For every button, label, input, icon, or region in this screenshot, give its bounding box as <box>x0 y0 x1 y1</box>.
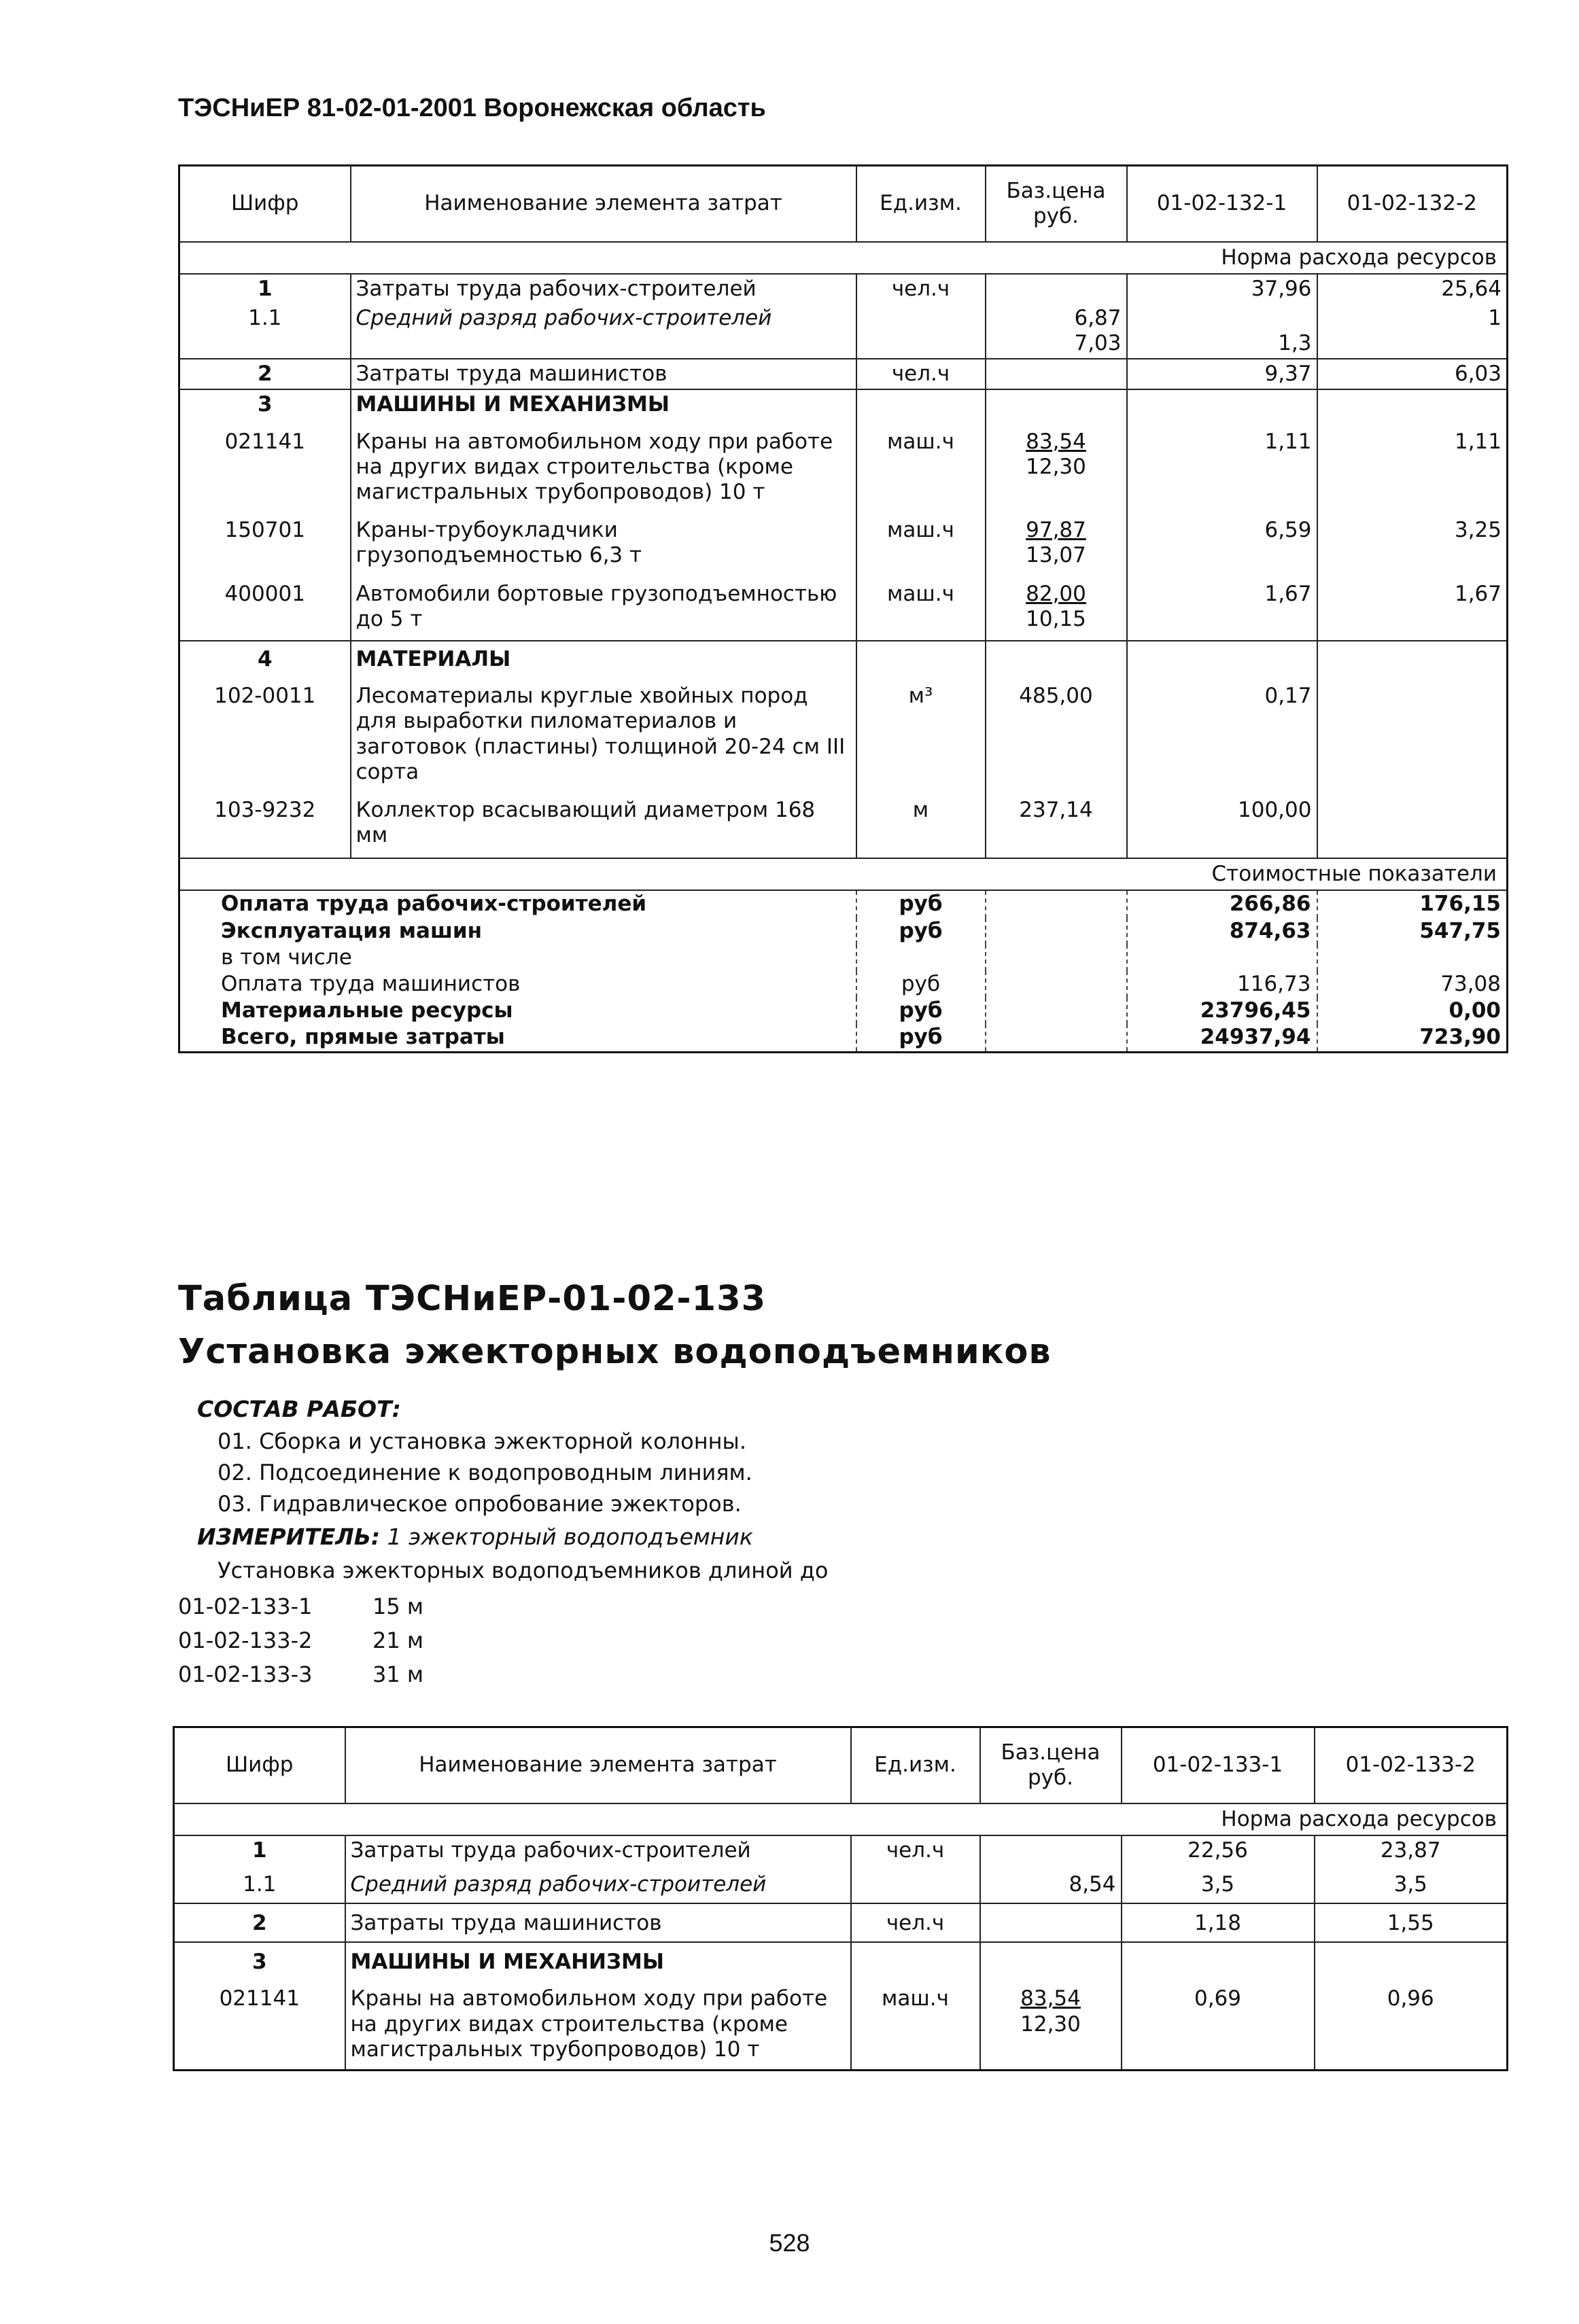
row-value-2: 6,03 <box>1317 359 1508 389</box>
cost-label: в том числе <box>221 945 352 970</box>
col-header-code: Шифр <box>179 166 351 242</box>
col-header-unit: Ед.изм. <box>856 166 986 242</box>
measure-line <box>197 1524 753 1550</box>
row-price <box>986 507 1127 570</box>
cost-unit: руб <box>856 1024 986 1052</box>
table-row <box>179 641 1508 674</box>
row-unit: чел.ч <box>856 359 986 389</box>
row-name: МАШИНЫ И МЕХАНИЗМЫ <box>351 389 856 419</box>
row-value-2: 1,67 <box>1317 571 1508 641</box>
row-value-1: 1,18 <box>1122 1903 1315 1942</box>
row-price <box>986 420 1127 508</box>
cost-row <box>179 890 1508 917</box>
row-price <box>980 1903 1122 1942</box>
row-price: 8,54 <box>980 1865 1122 1903</box>
cost-unit: руб <box>856 971 986 998</box>
row-code: 2 <box>174 1903 345 1942</box>
table-row <box>174 1835 1508 1865</box>
norm-section-row <box>174 1803 1508 1835</box>
norm-section-label: Норма расхода ресурсов <box>174 1803 1508 1835</box>
row-name: Средний разряд рабочих-строителей <box>351 304 856 359</box>
row-unit <box>856 304 986 359</box>
cost-value-1: 116,73 <box>1127 971 1317 998</box>
col-header-price: Баз.цена руб. <box>986 166 1127 242</box>
col-header-var1: 01-02-133-1 <box>1122 1727 1315 1803</box>
price-total: 83,54 <box>1026 429 1086 454</box>
col-header-name: Наименование элемента затрат <box>351 166 856 242</box>
col-header-name: Наименование элемента затрат <box>345 1727 851 1803</box>
row-code: 102-0011 <box>179 674 351 787</box>
row-value-2: 3,25 <box>1317 507 1508 570</box>
row-name: Краны на автомобильном ходу при работе на других видах строительства (кроме магистральных трубопроводов) 10 т <box>345 1977 851 2070</box>
variant-length: 15 м <box>372 1594 424 1619</box>
cost-unit: руб <box>856 998 986 1024</box>
col-header-var2: 01-02-133-2 <box>1315 1727 1508 1803</box>
row-code: 1 <box>179 274 351 304</box>
resource-table-01-02-132 <box>178 164 1508 1053</box>
table-title: Таблица ТЭСНиЕР-01-02-133 <box>178 1279 767 1319</box>
cost-value-2: 0,00 <box>1317 998 1508 1024</box>
row-value-1: 0,17 <box>1127 674 1317 787</box>
cost-row <box>179 945 1508 971</box>
table-row <box>179 674 1508 787</box>
row-name: Коллектор всасывающий диаметром 168 мм <box>351 787 856 858</box>
row-unit: м³ <box>856 674 986 787</box>
price-a: 6,87 <box>1074 305 1122 330</box>
row-value-2: 0,96 <box>1315 1977 1508 2070</box>
cost-label: Эксплуатация машин <box>221 918 483 943</box>
row-code: 021141 <box>174 1977 345 2070</box>
cost-value-1: 874,63 <box>1127 918 1317 945</box>
row-name: МАШИНЫ И МЕХАНИЗМЫ <box>345 1942 851 1977</box>
row-value-1: 37,96 <box>1127 274 1317 304</box>
table-row <box>174 1977 1508 2070</box>
norm-section-label: Норма расхода ресурсов <box>179 242 1508 274</box>
measure-value: 1 эжекторный водоподъемник <box>387 1524 753 1550</box>
col-header-code: Шифр <box>174 1727 345 1803</box>
cost-label: Оплата труда машинистов <box>221 972 521 996</box>
row-price: 237,14 <box>986 787 1127 858</box>
table-row <box>179 304 1508 359</box>
running-header: ТЭСНиЕР 81-02-01-2001 Воронежская область <box>178 94 766 122</box>
cost-row <box>179 971 1508 998</box>
row-name: Затраты труда рабочих-строителей <box>351 274 856 304</box>
cost-value-2: 176,15 <box>1317 890 1508 917</box>
variant-code: 01-02-133-2 <box>178 1627 313 1653</box>
norm-section-row <box>179 242 1508 274</box>
row-name: Лесоматериалы круглые хвойных пород для выработки пиломатериалов и заготовок (пластины) толщиной 20-24 см III сорта <box>351 674 856 787</box>
row-price <box>986 274 1127 304</box>
row-name: Краны на автомобильном ходу при работе на других видах строительства (кроме магистральных трубопроводов) 10 т <box>351 420 856 508</box>
table-row <box>174 1942 1508 1977</box>
row-value-2: 23,87 <box>1315 1835 1508 1865</box>
cost-value-2: 73,08 <box>1317 971 1508 998</box>
row-name: Краны-трубоукладчики грузоподъемностью 6,3 т <box>351 507 856 570</box>
work-step: 02. Подсоединение к водопроводным линиям. <box>218 1460 752 1485</box>
row-value-2: 1,11 <box>1317 420 1508 508</box>
table-row <box>179 507 1508 570</box>
row-code: 4 <box>179 641 351 674</box>
row-code: 1.1 <box>179 304 351 359</box>
row-name: Автомобили бортовые грузоподъемностью до 5 т <box>351 571 856 641</box>
row-code: 3 <box>174 1942 345 1977</box>
measure-description: Установка эжекторных водоподъемников длиной до <box>218 1557 829 1583</box>
row-value-1: 6,59 <box>1127 507 1317 570</box>
table-row <box>174 1903 1508 1942</box>
price-wage: 13,07 <box>1026 543 1086 568</box>
row-value-1: 1,3 <box>1127 304 1317 359</box>
cost-value-2: 547,75 <box>1317 918 1508 945</box>
row-price: 485,00 <box>986 674 1127 787</box>
row-unit: чел.ч <box>851 1835 980 1865</box>
price-wage: 10,15 <box>1026 606 1086 631</box>
row-value-1: 1,67 <box>1127 571 1317 641</box>
row-unit: м <box>856 787 986 858</box>
row-unit: маш.ч <box>851 1977 980 2070</box>
row-value-1: 0,69 <box>1122 1977 1315 2070</box>
cost-section-row <box>179 858 1508 890</box>
row-unit: маш.ч <box>856 420 986 508</box>
cost-label: Оплата труда рабочих-строителей <box>221 892 647 917</box>
table-header-row <box>174 1727 1508 1803</box>
row-value-1: 100,00 <box>1127 787 1317 858</box>
row-value-2 <box>1317 674 1508 787</box>
row-code: 103-9232 <box>179 787 351 858</box>
variant-code: 01-02-133-1 <box>178 1594 313 1619</box>
cost-value-1: 23796,45 <box>1127 998 1317 1024</box>
row-value-1: 22,56 <box>1122 1835 1315 1865</box>
row-code: 2 <box>179 359 351 389</box>
col-header-var1: 01-02-132-1 <box>1127 166 1317 242</box>
table-subtitle: Установка эжекторных водоподъемников <box>178 1332 1052 1372</box>
cost-value-1: 266,86 <box>1127 890 1317 917</box>
price-total: 82,00 <box>1026 581 1086 606</box>
row-name: Средний разряд рабочих-строителей <box>345 1865 851 1903</box>
row-value-2: 3,5 <box>1315 1865 1508 1903</box>
price-wage: 12,30 <box>1020 2011 1081 2037</box>
cost-row <box>179 998 1508 1024</box>
row-unit: маш.ч <box>856 507 986 570</box>
cost-unit: руб <box>856 890 986 917</box>
table-row <box>174 1865 1508 1903</box>
table-row <box>179 571 1508 641</box>
table-row <box>179 359 1508 389</box>
row-price <box>980 1977 1122 2070</box>
col-header-unit: Ед.изм. <box>851 1727 980 1803</box>
table-row <box>179 787 1508 858</box>
cost-label: Материальные ресурсы <box>221 998 513 1023</box>
row-value-2 <box>1317 787 1508 858</box>
row-code: 150701 <box>179 507 351 570</box>
cost-row <box>179 918 1508 945</box>
row-code: 3 <box>179 389 351 419</box>
work-step: 03. Гидравлическое опробование эжекторов. <box>218 1491 742 1517</box>
row-name: МАТЕРИАЛЫ <box>351 641 856 674</box>
variant-code: 01-02-133-3 <box>178 1661 313 1687</box>
measure-label: ИЗМЕРИТЕЛЬ: <box>197 1524 381 1550</box>
table-header-row <box>179 166 1508 242</box>
col-header-var2: 01-02-132-2 <box>1317 166 1508 242</box>
row-value-1: 1,11 <box>1127 420 1317 508</box>
row-price <box>986 359 1127 389</box>
row-value-2: 25,64 <box>1317 274 1508 304</box>
col-header-price: Баз.цена руб. <box>980 1727 1122 1803</box>
row-unit <box>851 1865 980 1903</box>
resource-table-01-02-133 <box>173 1726 1508 2071</box>
cost-unit: руб <box>856 918 986 945</box>
row-unit: маш.ч <box>856 571 986 641</box>
table-row <box>179 274 1508 304</box>
table-row <box>179 420 1508 508</box>
work-step: 01. Сборка и установка эжекторной колонны. <box>218 1428 746 1454</box>
row-price <box>986 304 1127 359</box>
cost-value-1: 24937,94 <box>1127 1024 1317 1052</box>
row-unit: чел.ч <box>851 1903 980 1942</box>
row-code: 1 <box>174 1835 345 1865</box>
price-b: 7,03 <box>1074 331 1122 356</box>
row-unit: чел.ч <box>856 274 986 304</box>
cost-row <box>179 1024 1508 1052</box>
variant-length: 31 м <box>372 1661 424 1687</box>
page-number: 528 <box>769 2229 810 2257</box>
price-wage: 12,30 <box>1026 454 1086 479</box>
cost-value-2: 723,90 <box>1317 1024 1508 1052</box>
row-name: Затраты труда машинистов <box>345 1903 851 1942</box>
price-total: 83,54 <box>1020 1986 1081 2011</box>
table-row <box>179 389 1508 419</box>
row-name: Затраты труда рабочих-строителей <box>345 1835 851 1865</box>
row-code: 021141 <box>179 420 351 508</box>
price-total: 97,87 <box>1026 518 1086 543</box>
row-code: 1.1 <box>174 1865 345 1903</box>
row-name: Затраты труда машинистов <box>351 359 856 389</box>
row-value-2: 1 <box>1317 304 1508 359</box>
row-value-1: 9,37 <box>1127 359 1317 389</box>
work-scope-label: СОСТАВ РАБОТ: <box>197 1396 401 1422</box>
row-price <box>980 1835 1122 1865</box>
row-code: 400001 <box>179 571 351 641</box>
row-value-1: 3,5 <box>1122 1865 1315 1903</box>
variant-length: 21 м <box>372 1627 424 1653</box>
row-price <box>986 571 1127 641</box>
cost-label: Всего, прямые затраты <box>221 1025 505 1050</box>
cost-section-label: Стоимостные показатели <box>179 858 1508 890</box>
row-value-2: 1,55 <box>1315 1903 1508 1942</box>
